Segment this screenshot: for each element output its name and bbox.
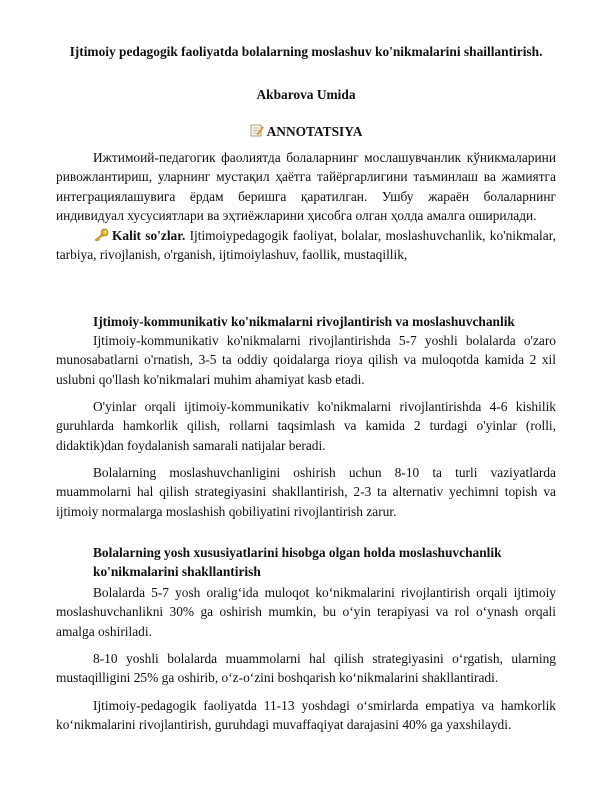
paper-title: Ijtimoiy pedagogik faoliyatda bolalarning moslashuv ko'nikmalarini shaillantirish. xyxy=(69,44,543,59)
memo-icon xyxy=(250,124,264,137)
annotation-heading-text: ANNOTATSIYA xyxy=(266,124,363,139)
section2-paragraph-2: 8-10 yoshli bolalarda muammolarni hal qilish strategiyasini o‘rgatish, ularning mustaqilligini 25% ga oshirib, o‘z-o‘zini boshqarish ko‘nikmalarini shakllantiradi. xyxy=(56,651,556,686)
section-heading-1: Ijtimoiy-kommunikativ ko'nikmalarni rivojlantirish va moslashuvchanlik xyxy=(93,314,515,329)
author-name: Akbarova Umida xyxy=(256,87,356,102)
section1-paragraph-1: Ijtimoiy-kommunikativ ko'nikmalarni rivojlantirishda 5-7 yoshli bolalarda o'zaro munosabatlarni o'rnatish, 3-5 ta oddiy qoidalarga rioya qilish va muloqotda kamida 2 xil uslubni qo'llash ko'nikmalari muhim ahamiyat kasb etadi. xyxy=(56,333,556,387)
section1-paragraph-2: O'yinlar orqali ijtimoiy-kommunikativ ko'nikmalarni rivojlantirishda 4-6 kishilik guruhlarda hamkorlik qilish, rollarni taqsimlash va kamida 2 turdagi o'yinlar (rolli, didaktik)dan foydalanish samarali natijalar beradi. xyxy=(56,399,556,453)
annotation-text: Ижтимоий-педагогик фаолиятда болаларнинг мослашувчанлик кўникмаларини ривожлантириш, уларнинг мустақил ҳаётга тайёргарлигини таъминлаш ва жамиятга интеграциялашувига ёрдам беришга қаратилган. Ушбу жараён болаларнинг индивидуал хусусиятлари ва эҳтиёжларини ҳисобга олган ҳолда амалга оширилади. xyxy=(56,150,556,224)
section1-paragraph-3: Bolalarning moslashuvchanligini oshirish uchun 8-10 ta turli vaziyatlarda muammolarni hal qilish strategiyasini shakllantirish, 2-3 ta alternativ yechimni topish va ijtimoiy normalarga moslashish qobiliyatini rivojlantirish zarur. xyxy=(56,465,556,519)
keywords-paragraph xyxy=(56,226,556,265)
keywords-label: Kalit so'zlar. xyxy=(112,228,186,243)
keywords-text: Ijtimoiypedagogik faoliyat, bolalar, moslashuvchanlik, ko'nikmalar, tarbiya, rivojlanish, o'rganish, ijtimoiylashuv, faollik, mustaqillik, xyxy=(56,228,556,263)
annotation-heading xyxy=(40,124,572,140)
key-icon xyxy=(93,228,109,241)
section-heading-2: Bolalarning yosh xususiyatlarini hisobga olgan holda moslashuvchanlik ko'nikmalarini shakllantirish xyxy=(93,545,502,579)
section2-paragraph-1: Bolalarda 5-7 yosh oralig‘ida muloqot ko‘nikmalarini rivojlantirish orqali ijtimoiy moslashuvchanlikni 30% ga oshirish mumkin, bu o‘yin terapiyasi va rol o‘ynash orqali amalga oshiriladi. xyxy=(56,585,556,639)
section2-paragraph-3: Ijtimoiy-pedagogik faoliyatda 11-13 yoshdagi o‘smirlarda empatiya va hamkorlik ko‘nikmalarini rivojlantirish, guruhdagi muvaffaqiyat darajasini 40% ga yaxshilaydi. xyxy=(56,698,556,733)
